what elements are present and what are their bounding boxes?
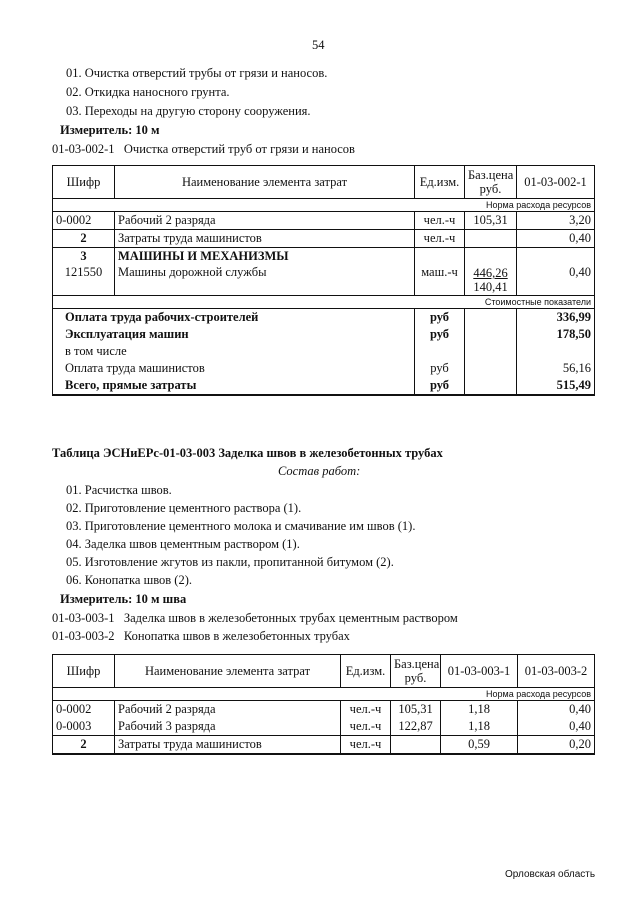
header-code: Шифр [53,166,115,199]
row-price: 105,31 [391,701,441,719]
row-code: 0-0002 [53,212,115,230]
header-col1: 01-03-002-1 [517,166,595,199]
row-code: 121550 [53,265,115,296]
table-row [53,212,595,230]
cost-label: Стоимостные показатели [53,296,595,309]
table-header [53,655,595,688]
measure-unit: Измеритель: 10 м шва [60,592,187,606]
code-line [52,142,355,157]
row-code: 2 [53,736,115,755]
row-value: 1,18 [441,718,518,736]
work-item: 01. Расчистка швов. [66,483,172,497]
work-item: 04. Заделка швов цементным раствором (1). [66,537,300,551]
cost-value: 336,99 [517,309,595,327]
cost-name: Оплата труда рабочих-строителей [53,309,415,327]
row-price: 446,26 [473,266,508,280]
row-name: МАШИНЫ И МЕХАНИЗМЫ [115,248,415,266]
cost-unit: руб [415,360,465,377]
row-value: 0,40 [517,230,595,248]
table-row [53,736,595,755]
table-row [53,701,595,719]
code-number: 01-03-003-1 [52,611,115,625]
cost-unit: руб [415,326,465,343]
work-item: 05. Изготовление жгутов из пакли, пропитанной битумом (2). [66,555,394,569]
row-value: 0,40 [518,718,595,736]
row-code: 0-0003 [53,718,115,736]
cost-value: 515,49 [517,377,595,395]
resource-table-1 [52,165,595,396]
header-price: Баз.цена руб. [465,166,517,199]
cost-row [53,296,595,309]
table-row [53,248,595,266]
row-value: 0,20 [518,736,595,755]
row-code: 0-0002 [53,701,115,719]
table-header [53,166,595,199]
code-line [52,611,458,626]
cost-value: 178,50 [517,326,595,343]
cost-row [53,309,595,327]
header-name: Наименование элемента затрат [115,166,415,199]
row-value: 0,40 [517,265,595,296]
cost-name: Всего, прямые затраты [53,377,415,395]
work-item: 06. Конопатка швов (2). [66,573,193,587]
header-unit: Ед.изм. [341,655,391,688]
cost-unit: руб [415,309,465,327]
work-item: 03. Приготовление цементного молока и смачивание им швов (1). [66,519,416,533]
cost-row [53,343,595,360]
row-name: Затраты труда машинистов [115,736,341,755]
norm-row [53,688,595,701]
row-unit: чел.-ч [341,736,391,755]
cost-row [53,377,595,395]
row-unit: чел.-ч [415,230,465,248]
cost-name: Оплата труда машинистов [53,360,415,377]
work-item: 02. Приготовление цементного раствора (1). [66,501,302,515]
row-value: 0,40 [518,701,595,719]
work-item: 01. Очистка отверстий трубы от грязи и наносов. [66,66,328,80]
code-number: 01-03-002-1 [52,142,115,156]
cost-row [53,360,595,377]
row-value: 1,18 [441,701,518,719]
code-line [52,629,350,644]
row-price: 105,31 [465,212,517,230]
row-name: Машины дорожной службы [115,265,415,296]
works-subtitle: Состав работ: [278,464,361,478]
header-name: Наименование элемента затрат [115,655,341,688]
row-value: 0,59 [441,736,518,755]
cost-row [53,326,595,343]
table-row [53,230,595,248]
footer-region: Орловская область [505,869,596,880]
work-item: 02. Откидка наносного грунта. [66,85,230,99]
header-col1: 01-03-003-1 [441,655,518,688]
cost-name: Эксплуатация машин [53,326,415,343]
row-code: 2 [53,230,115,248]
row-unit: чел.-ч [415,212,465,230]
code-name: Заделка швов в железобетонных трубах цементным раствором [123,611,458,625]
row-price: 122,87 [391,718,441,736]
norm-label: Норма расхода ресурсов [53,688,595,701]
cost-unit: руб [415,377,465,395]
header-price: Баз.цена руб. [391,655,441,688]
row-name: Рабочий 2 разряда [115,212,415,230]
header-code: Шифр [53,655,115,688]
measure-unit: Измеритель: 10 м [60,123,160,137]
code-name: Очистка отверстий труб от грязи и наносов [123,142,355,156]
row-name: Затраты труда машинистов [115,230,415,248]
resource-table-2 [52,654,595,755]
row-code: 3 [53,248,115,266]
code-number: 01-03-003-2 [52,629,115,643]
table-title: Таблица ЭСНиЕРс-01-03-003 Заделка швов в железобетонных трубах [52,446,443,460]
row-price [465,230,517,248]
row-price-cell [465,265,517,296]
row-unit: маш.-ч [415,265,465,296]
norm-row [53,199,595,212]
table-row [53,718,595,736]
row-name: Рабочий 3 разряда [115,718,341,736]
cost-value: 56,16 [517,360,595,377]
work-item: 03. Переходы на другую сторону сооружения. [66,104,311,118]
row-value: 3,20 [517,212,595,230]
code-name: Конопатка швов в железобетонных трубах [123,629,350,643]
row-name: Рабочий 2 разряда [115,701,341,719]
table-row [53,265,595,296]
row-unit: чел.-ч [341,701,391,719]
row-price-2: 140,41 [473,280,508,294]
header-col2: 01-03-003-2 [518,655,595,688]
norm-label: Норма расхода ресурсов [53,199,595,212]
cost-name: в том числе [53,343,415,360]
header-unit: Ед.изм. [415,166,465,199]
row-price [391,736,441,755]
row-unit: чел.-ч [341,718,391,736]
page-number: 54 [312,38,325,52]
